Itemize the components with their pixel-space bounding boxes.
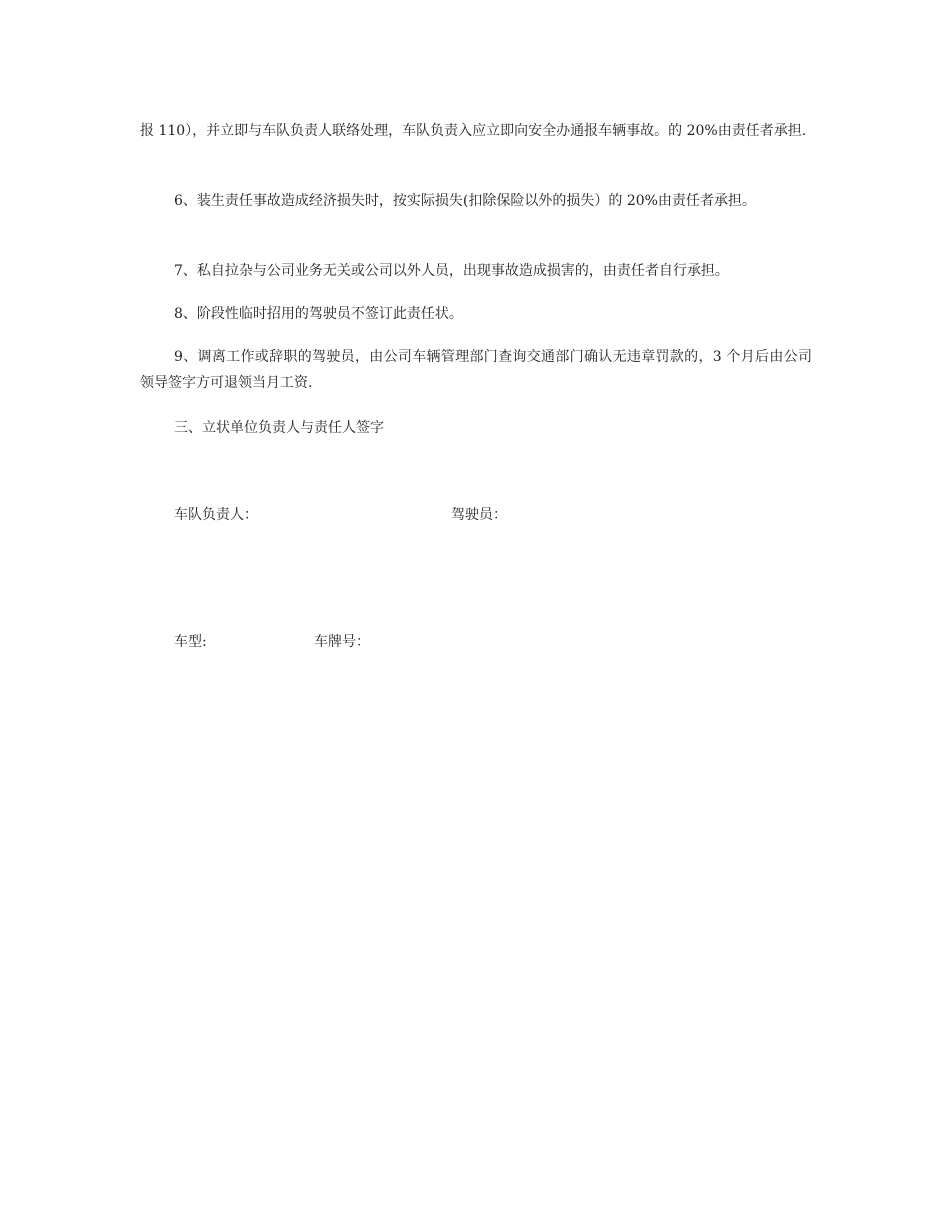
vehicle-type-label: 车型: bbox=[174, 634, 207, 650]
driver-signature-label: 驾驶员： bbox=[451, 507, 507, 523]
paragraph-accident-report: 报 110），并立即与车队负责人联络处理，车队负责入应立即向安全办通报车辆事故。的 20%由责任者承担. bbox=[140, 123, 807, 139]
plate-number-label: 车牌号： bbox=[314, 634, 370, 650]
paragraph-item-7: 7、私自拉杂与公司业务无关或公司以外人员，出现事故造成损害的，由责任者自行承担。 bbox=[174, 263, 729, 279]
paragraph-item-8: 8、阶段性临时招用的驾驶员不签订此责任状。 bbox=[174, 306, 463, 322]
section-heading-signatures: 三、立状单位负责人与责任人签字 bbox=[174, 420, 384, 436]
paragraph-item-9: 9、调离工作或辞职的驾驶员，由公司车辆管理部门查询交通部门确认无违章罚款的，3 个月后由公司领导签字方可退领当月工资. bbox=[140, 349, 812, 391]
fleet-leader-signature-label: 车队负责人： bbox=[174, 507, 258, 523]
paragraph-item-6: 6、装生责任事故造成经济损失时，按实际损失(扣除保险以外的损失）的 20%由责任者承担。 bbox=[174, 193, 756, 209]
